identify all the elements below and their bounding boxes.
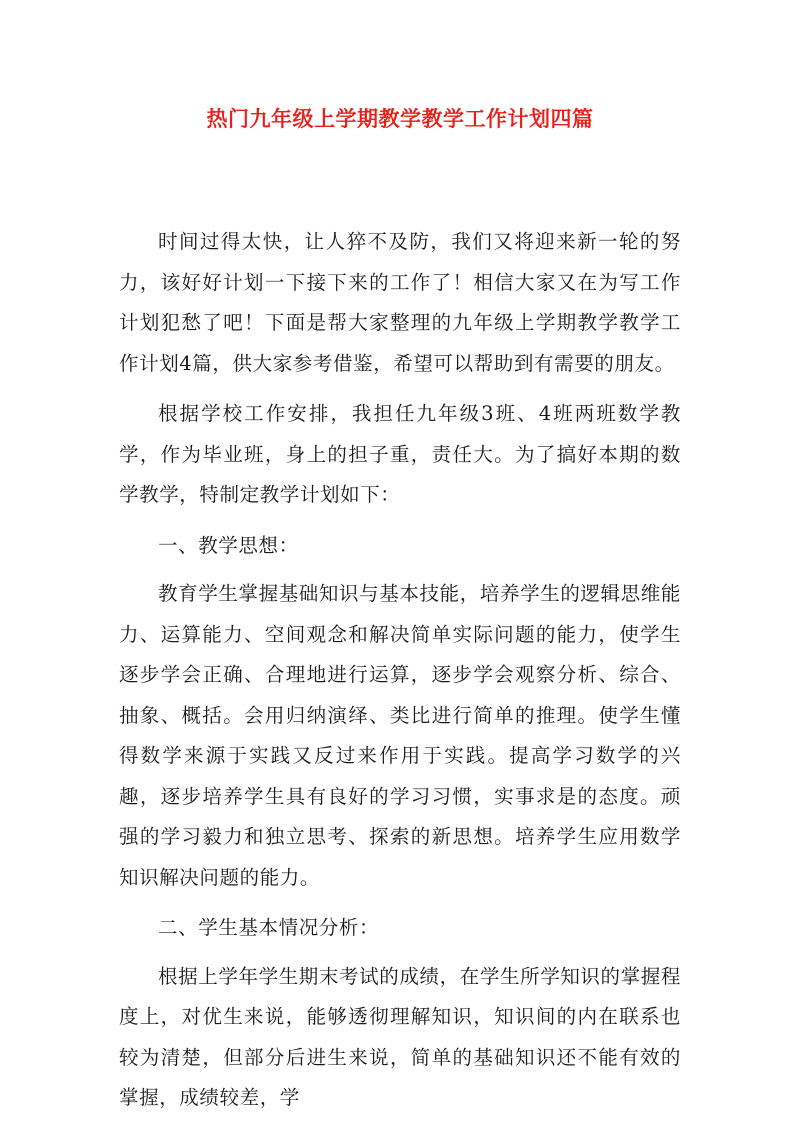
teaching-philosophy-paragraph: 教育学生掌握基础知识与基本技能，培养学生的逻辑思维能力、运算能力、空间观念和解决简单实际问题的能力，使学生逐步学会正确、合理地进行运算，逐步学会观察分析、综合、抽象、概括。会用归纳演绎、类比进行简单的推理。使学生懂得数学来源于实践又反过来作用于实践。提高学习数学的兴趣，逐步培养学生具有良好的学习习惯，实事求是的态度。顽强的学习毅力和独立思考、探索的新思想。培养学生应用数学知识解决问题的能力。 <box>119 582 681 889</box>
student-analysis-paragraph: 根据上学年学生期末考试的成绩，在学生所学知识的掌握程度上，对优生来说，能够透彻理解知识，知识间的内在联系也较为清楚，但部分后进生来说，简单的基础知识还不能有效的掌握，成绩较差，学 <box>119 964 681 1109</box>
section-heading-student-analysis: 二、学生基本情况分析： <box>158 916 380 939</box>
intro-paragraph: 时间过得太快，让人猝不及防，我们又将迎来新一轮的努力，该好好计划一下接下来的工作了！相信大家又在为写工作计划犯愁了吧！下面是帮大家整理的九年级上学期教学教学工作计划4篇，供大家参考借鉴，希望可以帮助到有需要的朋友。 <box>119 230 681 375</box>
document-body <box>119 222 681 1129</box>
assignment-paragraph: 根据学校工作安排，我担任九年级3班、4班两班数学教学，作为毕业班，身上的担子重，责任大。为了搞好本期的数学教学，特制定教学计划如下： <box>119 402 681 506</box>
section-heading-teaching-philosophy: 一、教学思想： <box>158 533 299 557</box>
document-title: 热门九年级上学期教学教学工作计划四篇 <box>206 106 594 131</box>
